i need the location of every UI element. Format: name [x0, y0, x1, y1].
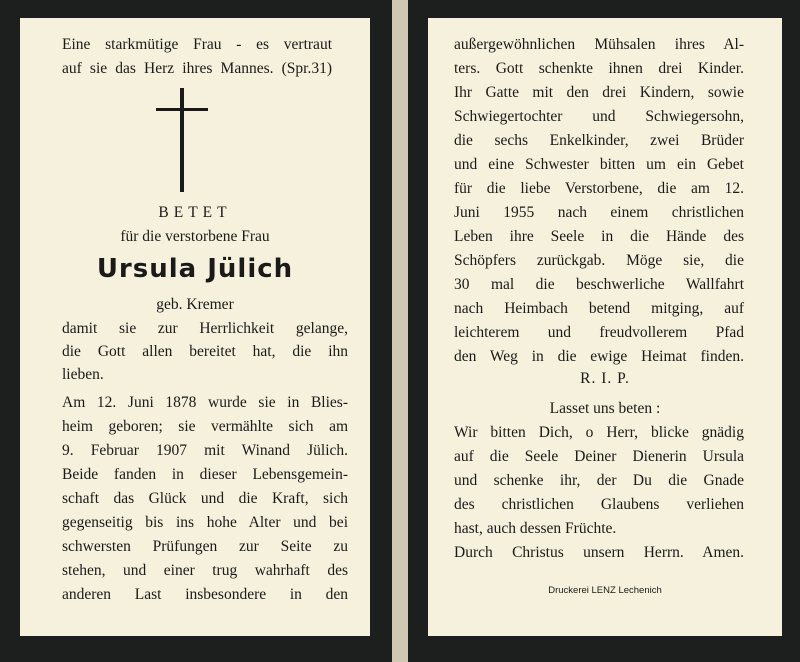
body-line: Schwiegertochter und Schwiegersohn,: [454, 108, 744, 125]
rip-line: R. I. P.: [580, 370, 630, 387]
bio-line: Am 12. Juni 1878 wurde sie in Blies-: [62, 394, 348, 411]
intro-line: die Gott allen bereitet hat, die ihn: [62, 343, 348, 360]
closing-line: Durch Christus unsern Herrn. Amen.: [454, 544, 744, 561]
body-line: 30 mal die beschwerliche Wallfahrt: [454, 276, 744, 293]
bio-line: 9. Februar 1907 mit Winand Jülich.: [62, 442, 348, 459]
bio-line: heim geboren; sie vermählte sich am: [62, 418, 348, 435]
prayer-line: hast, auch dessen Früchte.: [454, 520, 617, 537]
body-line: Schöpfers zurückgab. Möge sie, die: [454, 252, 744, 269]
bio-line: anderen Last insbesondere in den: [62, 586, 348, 603]
prayer-line: des christlichen Glaubens verliehen: [454, 496, 744, 513]
bio-line: schaft das Glück und die Kraft, sich: [62, 490, 348, 507]
left-card-paper: [20, 18, 370, 636]
motto-line-2: auf sie das Herz ihres Mannes. (Spr.31): [62, 60, 332, 77]
prayer-line: auf die Seele Deiner Dienerin Ursula: [454, 448, 744, 465]
body-line: für die liebe Verstorbene, die am 12.: [454, 180, 744, 197]
deceased-name: Ursula Jülich: [96, 254, 294, 284]
prayer-line: Wir bitten Dich, o Herr, blicke gnädig: [454, 424, 744, 441]
body-line: den Weg in die ewige Heimat finden.: [454, 348, 744, 365]
body-line: Leben ihre Seele in die Hände des: [454, 228, 744, 245]
motto-line-1: Eine starkmütige Frau - es vertraut: [62, 36, 332, 53]
intro-line: damit sie zur Herrlichkeit gelange,: [62, 320, 348, 337]
body-line: nach Heimbach betend mitging, auf: [454, 300, 744, 317]
bio-line: stehen, und einer trug wahrhaft des: [62, 562, 348, 579]
betet-heading: BETET: [158, 204, 232, 221]
right-card-paper: [428, 18, 782, 636]
printer-credit: Druckerei LENZ Lechenich: [548, 585, 662, 596]
prayer-line: und schenke ihr, der Du die Gnade: [454, 472, 744, 489]
body-line: außergewöhnlichen Mühsalen ihres Al-: [454, 36, 744, 53]
body-line: Juni 1955 nach einem christlichen: [454, 204, 744, 221]
body-line: leichterem und freudvollerem Pfad: [454, 324, 744, 341]
bio-line: schwersten Prüfungen zur Seite zu: [62, 538, 348, 555]
for-line: für die verstorbene Frau: [120, 228, 270, 245]
birth-name: geb. Kremer: [156, 296, 234, 313]
bio-line: Beide fanden in dieser Lebensgemein-: [62, 466, 348, 483]
prayer-heading: Lasset uns beten :: [549, 400, 661, 417]
body-line: ters. Gott schenkte ihnen drei Kinder.: [454, 60, 744, 77]
bio-line: gegenseitig bis ins hohe Alter und bei: [62, 514, 348, 531]
body-line: die sechs Enkelkinder, zwei Brüder: [454, 132, 744, 149]
right-card: [408, 0, 800, 662]
intro-line: lieben.: [62, 366, 104, 383]
body-line: und eine Schwester bitten um ein Gebet: [454, 156, 744, 173]
left-card: [0, 0, 392, 662]
body-line: Ihr Gatte mit den drei Kindern, sowie: [454, 84, 744, 101]
